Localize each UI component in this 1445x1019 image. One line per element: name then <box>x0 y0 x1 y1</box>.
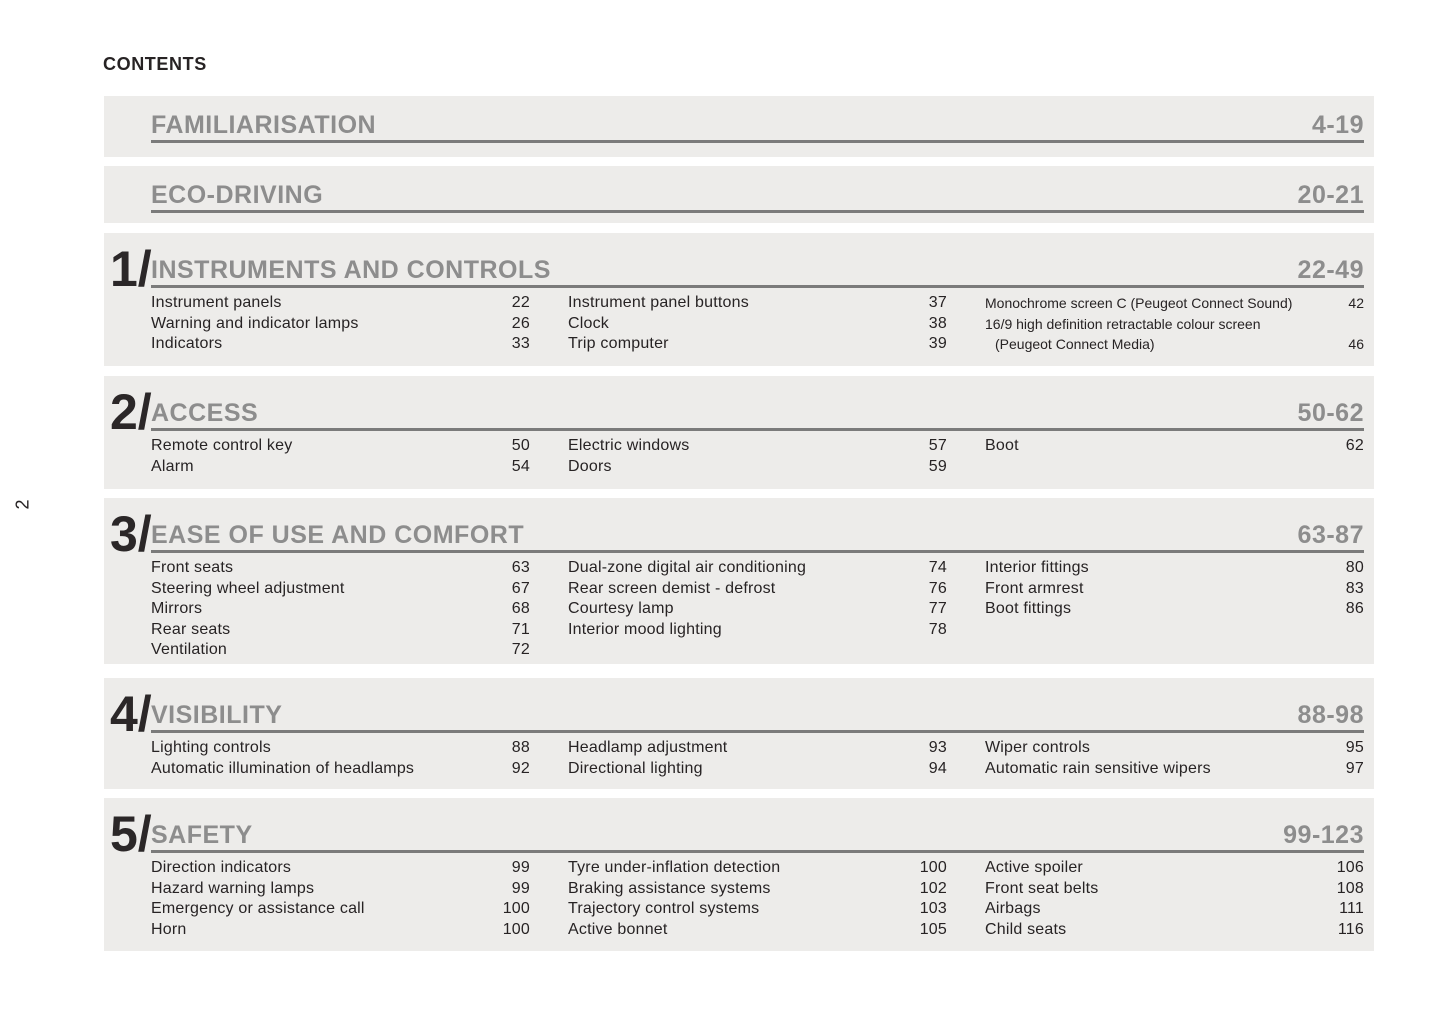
entry-label: Rear seats <box>151 620 231 638</box>
toc-section <box>104 798 1374 951</box>
toc-entry <box>568 599 947 620</box>
toc-entry <box>151 457 530 478</box>
section-title: EASE OF USE AND COMFORT <box>151 521 525 549</box>
toc-entry <box>151 579 530 600</box>
items-column <box>985 436 1364 477</box>
section-items <box>151 293 1364 355</box>
items-column <box>985 738 1364 779</box>
section-header <box>151 166 1364 213</box>
entry-page-number: 59 <box>928 457 947 475</box>
entry-page-number: 62 <box>1345 437 1364 454</box>
toc-entry <box>151 558 530 579</box>
toc-entry <box>151 293 530 314</box>
section-page-range: 63-87 <box>1297 521 1364 549</box>
items-column <box>151 558 530 661</box>
entry-label: Airbags <box>985 900 1041 917</box>
entry-page-number: 54 <box>511 457 530 475</box>
entry-label <box>985 314 1261 355</box>
entry-label: Dual-zone digital air conditioning <box>568 559 807 576</box>
entry-page-number: 92 <box>511 759 530 777</box>
entry-page-number: 105 <box>919 920 947 938</box>
entry-label: Ventilation <box>151 641 228 658</box>
section-header <box>110 678 1364 742</box>
entry-page-number: 26 <box>511 314 530 332</box>
entry-page-number: 99 <box>511 879 530 897</box>
entry-page-number: 38 <box>928 314 947 332</box>
entry-label: Braking assistance systems <box>568 879 771 897</box>
toc-entry <box>985 579 1364 600</box>
side-page-number: 2 <box>12 499 33 510</box>
entry-page-number: 88 <box>511 739 530 756</box>
items-column <box>985 558 1364 661</box>
toc-entry <box>151 738 530 759</box>
entry-label: Child seats <box>985 920 1067 938</box>
toc-entry <box>568 879 947 900</box>
entry-page-number: 99 <box>511 859 530 876</box>
toc-entry <box>151 314 530 335</box>
toc-sections <box>104 96 1374 951</box>
entry-page-number: 108 <box>1336 879 1364 897</box>
section-page-range: 22-49 <box>1297 256 1364 284</box>
entry-label: Steering wheel adjustment <box>151 579 345 597</box>
toc-entry <box>151 920 530 941</box>
section-page-range: 50-62 <box>1297 399 1364 427</box>
entry-label: Active bonnet <box>568 920 668 938</box>
entry-label: Headlamp adjustment <box>568 739 728 756</box>
section-page-range: 99-123 <box>1283 821 1364 849</box>
entry-label: Active spoiler <box>985 859 1083 876</box>
contents-heading: CONTENTS <box>103 54 207 74</box>
section-number: 2/ <box>110 383 152 440</box>
toc-section <box>104 166 1374 223</box>
items-column <box>568 293 947 355</box>
entry-label: Instrument panel buttons <box>568 294 749 311</box>
entry-page-number: 22 <box>511 294 530 311</box>
items-column <box>151 858 530 940</box>
entry-label: Trajectory control systems <box>568 900 760 917</box>
toc-entry <box>568 899 947 920</box>
section-page-range: 20-21 <box>1297 181 1364 209</box>
toc-entry <box>985 738 1364 759</box>
toc-entry <box>151 640 530 661</box>
items-column <box>151 738 530 779</box>
toc-entry <box>568 738 947 759</box>
entry-label: Wiper controls <box>985 739 1091 756</box>
toc-entry <box>985 558 1364 579</box>
entry-label: Warning and indicator lamps <box>151 314 359 332</box>
entry-label: Doors <box>568 457 612 475</box>
items-column <box>568 436 947 477</box>
toc-section <box>104 96 1374 157</box>
section-page-range: 4-19 <box>1311 111 1364 139</box>
entry-label-line: (Peugeot Connect Media) <box>995 336 1155 352</box>
toc-entry <box>568 759 947 780</box>
items-column <box>568 558 947 661</box>
toc-entry <box>568 858 947 879</box>
toc-entry <box>985 436 1364 457</box>
entry-label: Electric windows <box>568 437 690 454</box>
items-column <box>151 293 530 355</box>
section-header <box>110 498 1364 562</box>
toc-entry <box>568 620 947 641</box>
items-column <box>568 738 947 779</box>
entry-page-number: 97 <box>1345 759 1364 777</box>
toc-entry <box>568 920 947 941</box>
section-header <box>110 233 1364 297</box>
section-title: INSTRUMENTS AND CONTROLS <box>151 256 551 284</box>
toc-entry <box>568 314 947 335</box>
entry-page-number: 100 <box>502 920 530 938</box>
entry-page-number: 103 <box>919 900 947 917</box>
toc-entry <box>151 858 530 879</box>
toc-entry <box>151 436 530 457</box>
toc-entry <box>151 620 530 641</box>
toc-section <box>104 233 1374 366</box>
entry-page-number: 68 <box>511 600 530 617</box>
section-header <box>110 798 1364 862</box>
entry-label-line: 16/9 high definition retractable colour screen <box>985 315 1261 332</box>
section-number: 3/ <box>110 505 152 562</box>
entry-page-number: 111 <box>1339 900 1364 917</box>
entry-label: Horn <box>151 920 187 938</box>
entry-label: Tyre under-inflation detection <box>568 859 781 876</box>
entry-page-number: 63 <box>511 559 530 576</box>
entry-label: Monochrome screen C (Peugeot Connect Sound) <box>985 295 1293 311</box>
items-column <box>568 858 947 940</box>
section-title: FAMILIARISATION <box>151 111 377 139</box>
entry-label: Remote control key <box>151 437 293 454</box>
toc-section <box>104 678 1374 789</box>
entry-label: Alarm <box>151 457 194 475</box>
toc-entry <box>985 899 1364 920</box>
toc-entry <box>568 293 947 314</box>
entry-label: Emergency or assistance call <box>151 900 365 917</box>
entry-page-number: 100 <box>502 900 530 917</box>
entry-label: Direction indicators <box>151 859 292 876</box>
toc-entry <box>985 599 1364 620</box>
entry-label: Boot <box>985 437 1019 454</box>
section-header <box>110 376 1364 440</box>
section-title: VISIBILITY <box>151 701 283 729</box>
section-title: ACCESS <box>151 399 259 427</box>
entry-page-number: 76 <box>928 579 947 597</box>
section-header <box>151 96 1364 143</box>
entry-label: Front seats <box>151 559 234 576</box>
entry-page-number: 33 <box>511 335 530 352</box>
entry-label: Hazard warning lamps <box>151 879 315 897</box>
entry-page-number: 78 <box>928 620 947 638</box>
items-column <box>151 436 530 477</box>
toc-entry <box>568 436 947 457</box>
entry-page-number: 46 <box>1348 336 1364 352</box>
entry-page-number: 100 <box>919 859 947 876</box>
entry-page-number: 86 <box>1345 600 1364 617</box>
entry-page-number: 106 <box>1336 859 1364 876</box>
toc-entry <box>985 879 1364 900</box>
section-number: 1/ <box>110 240 152 297</box>
entry-page-number: 39 <box>928 335 947 352</box>
entry-label: Courtesy lamp <box>568 600 674 617</box>
entry-label: Directional lighting <box>568 759 703 777</box>
entry-page-number: 94 <box>928 759 947 777</box>
entry-page-number: 77 <box>928 600 947 617</box>
toc-entry <box>985 920 1364 941</box>
toc-entry <box>151 599 530 620</box>
section-title: SAFETY <box>151 821 253 849</box>
entry-label: Automatic illumination of headlamps <box>151 759 415 777</box>
section-items <box>151 738 1364 779</box>
section-items <box>151 858 1364 940</box>
toc-entry <box>151 899 530 920</box>
entry-page-number: 93 <box>928 739 947 756</box>
section-page-range: 88-98 <box>1297 701 1364 729</box>
entry-page-number: 102 <box>919 879 947 897</box>
entry-label: Interior mood lighting <box>568 620 722 638</box>
toc-entry <box>985 314 1364 355</box>
toc-section <box>104 498 1374 664</box>
section-number: 4/ <box>110 685 152 742</box>
entry-label: Indicators <box>151 335 223 352</box>
toc-entry <box>151 334 530 355</box>
items-column <box>985 858 1364 940</box>
entry-page-number: 80 <box>1345 559 1364 576</box>
entry-label: Trip computer <box>568 335 669 352</box>
entry-page-number: 37 <box>928 294 947 311</box>
toc-entry <box>985 858 1364 879</box>
toc-entry <box>985 759 1364 780</box>
toc-entry <box>151 879 530 900</box>
entry-label: Boot fittings <box>985 600 1072 617</box>
entry-page-number: 116 <box>1337 920 1364 938</box>
entry-page-number: 57 <box>928 437 947 454</box>
section-items <box>151 558 1364 661</box>
entry-label: Front armrest <box>985 579 1084 597</box>
section-items <box>151 436 1364 477</box>
entry-page-number: 50 <box>511 437 530 454</box>
entry-label: Lighting controls <box>151 739 271 756</box>
entry-label: Instrument panels <box>151 294 282 311</box>
entry-label: Interior fittings <box>985 559 1089 576</box>
entry-page-number: 42 <box>1348 295 1364 311</box>
toc-entry <box>151 759 530 780</box>
toc-entry <box>568 334 947 355</box>
entry-label: Automatic rain sensitive wipers <box>985 759 1211 777</box>
entry-label: Rear screen demist - defrost <box>568 579 776 597</box>
toc-entry <box>985 293 1364 314</box>
entry-page-number: 67 <box>511 579 530 597</box>
toc-entry <box>568 579 947 600</box>
items-column <box>985 293 1364 355</box>
section-title: ECO-DRIVING <box>151 181 324 209</box>
entry-label: Clock <box>568 314 610 332</box>
entry-label: Mirrors <box>151 600 203 617</box>
entry-page-number: 71 <box>511 620 530 638</box>
entry-page-number: 74 <box>928 559 947 576</box>
toc-entry <box>568 558 947 579</box>
entry-page-number: 72 <box>511 641 530 658</box>
toc-entry <box>568 457 947 478</box>
entry-label: Front seat belts <box>985 879 1099 897</box>
entry-page-number: 95 <box>1345 739 1364 756</box>
entry-page-number: 83 <box>1345 579 1364 597</box>
section-number: 5/ <box>110 805 152 862</box>
toc-section <box>104 376 1374 489</box>
